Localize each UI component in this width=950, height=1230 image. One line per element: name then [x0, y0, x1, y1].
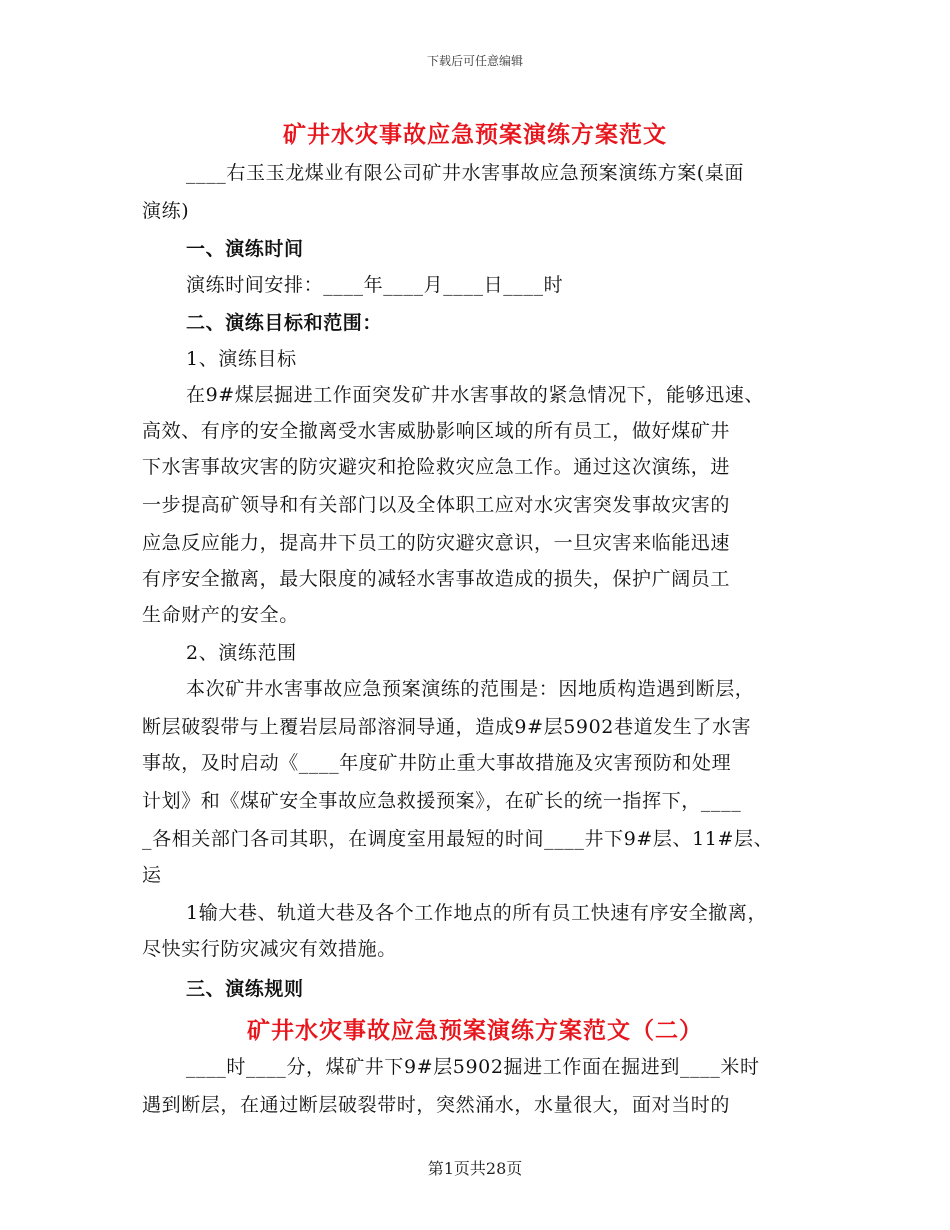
goal-line-1: 在9#煤层掘进工作面突发矿井水害事故的紧急情况下，能够迅速、 — [186, 384, 765, 406]
goal-line-2: 高效、有序的安全撤离受水害威胁影响区域的所有员工，做好煤矿井 — [142, 420, 731, 442]
scope-line-6: 运 — [142, 864, 162, 886]
intro-line-1: ____右玉玉龙煤业有限公司矿井水害事故应急预案演练方案(桌面 — [186, 162, 745, 184]
goal-line-3: 下水害事故灾害的防灾避灾和抢险救灾应急工作。通过这次演练，进 — [142, 456, 731, 478]
scope-line-5: _各相关部门各司其职，在调度室用最短的时间____井下9#层、11#层、 — [142, 828, 774, 850]
page-footer: 第1页共28页 — [427, 1159, 523, 1178]
section-heading-1: 一、演练时间 — [186, 238, 304, 260]
scope-line-4: 计划》和《煤矿安全事故应急救援预案》，在矿长的统一指挥下，____ — [142, 790, 742, 812]
intro-line-2: 演练) — [142, 200, 190, 222]
scope-line-8: 尽快实行防灾减灾有效措施。 — [142, 938, 397, 960]
section-heading-2: 二、演练目标和范围： — [186, 312, 383, 334]
goal-line-5: 应急反应能力，提高井下员工的防灾避灾意识，一旦灾害来临能迅速 — [142, 532, 731, 554]
scope-line-7: 1输大巷、轨道大巷及各个工作地点的所有员工快速有序安全撤离， — [186, 902, 768, 924]
rule-line-2: 遇到断层，在通过断层破裂带时，突然涌水，水量很大，面对当时的 — [142, 1094, 731, 1116]
goal-line-4: 一步提高矿领导和有关部门以及全体职工应对水灾害突发事故灾害的 — [142, 494, 731, 516]
goal-line-7: 生命财产的安全。 — [142, 604, 299, 626]
subheading-scope: 2、演练范围 — [186, 642, 297, 664]
document-title-2: 矿井水灾事故应急预案演练方案范文（二） — [247, 1017, 703, 1044]
scope-line-2: 断层破裂带与上覆岩层局部溶洞导通，造成9#层5902巷道发生了水害 — [142, 716, 752, 738]
scope-line-1: 本次矿井水害事故应急预案演练的范围是：因地质构造遇到断层， — [186, 678, 755, 700]
subheading-goal: 1、演练目标 — [186, 348, 297, 370]
schedule-line: 演练时间安排：____年____月____日____时 — [186, 274, 564, 296]
goal-line-6: 有序安全撤离，最大限度的减轻水害事故造成的损失，保护广阔员工 — [142, 568, 731, 590]
scope-line-3: 事故，及时启动《____年度矿井防止重大事故措施及灾害预防和处理 — [142, 752, 732, 774]
section-heading-3: 三、演练规则 — [186, 978, 304, 1000]
rule-line-1: ____时____分，煤矿井下9#层5902掘进工作面在掘进到____米时 — [186, 1056, 760, 1078]
page-header: 下载后可任意编辑 — [426, 54, 523, 68]
document-title: 矿井水灾事故应急预案演练方案范文 — [283, 121, 667, 148]
